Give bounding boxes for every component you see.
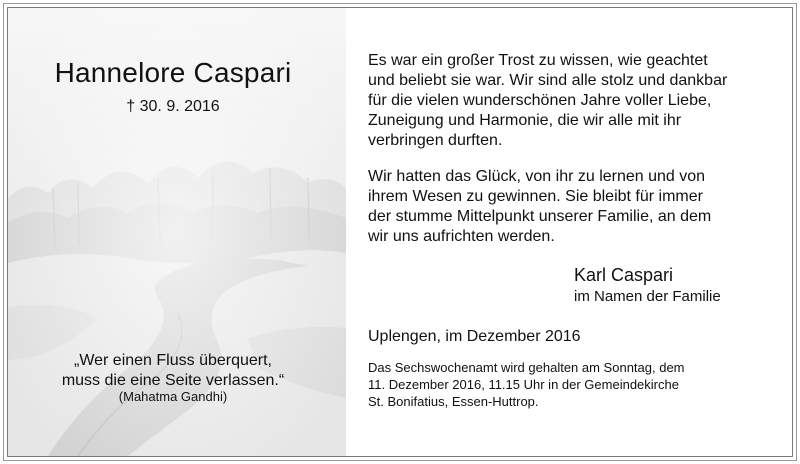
place-and-date: Uplengen, im Dezember 2016 — [368, 328, 581, 345]
text-line: für die vielen wunderschönen Jahre voller Liebe, — [368, 92, 712, 109]
text-line: und beliebt sie war. Wir sind alle stolz und dankbar — [368, 72, 728, 89]
text-line: Wir hatten das Glück, von ihr zu lernen und von — [368, 168, 706, 185]
signer-name: Karl Caspari — [574, 265, 674, 285]
service-line: 11. Dezember 2016, 11.15 Uhr in der Gemeindekirche — [368, 377, 679, 392]
service-line: St. Bonifatius, Essen-Huttrop. — [368, 394, 539, 409]
signer-role: im Namen der Familie — [574, 288, 721, 305]
service-line: Das Sechswochenamt wird gehalten am Sonntag, dem — [368, 360, 685, 375]
quote-line: muss die eine Seite verlassen.“ — [61, 372, 285, 389]
text-line: verbringen durften. — [368, 132, 503, 149]
text-line: wir uns aufrichten werden. — [368, 228, 555, 245]
quote-line: „Wer einen Fluss überquert, — [73, 352, 272, 369]
service-information — [368, 359, 788, 410]
text-line: Zuneigung und Harmonie, die wir alle mit ihr — [368, 112, 682, 129]
death-date: † 30. 9. 2016 — [126, 98, 220, 115]
text-line: der stumme Mittelpunkt unserer Familie, an dem — [368, 208, 712, 225]
paragraph-memory — [368, 167, 788, 247]
quote-text — [0, 351, 346, 391]
text-line: Es war ein großer Trost zu wissen, wie geachtet — [368, 52, 708, 69]
text-line: ihrem Wesen zu gewinnen. Sie bleibt für immer — [368, 188, 703, 205]
paragraph-gratitude — [368, 51, 788, 151]
deceased-name: Hannelore Caspari — [54, 57, 292, 88]
quote-author: (Mahatma Gandhi) — [118, 389, 228, 404]
